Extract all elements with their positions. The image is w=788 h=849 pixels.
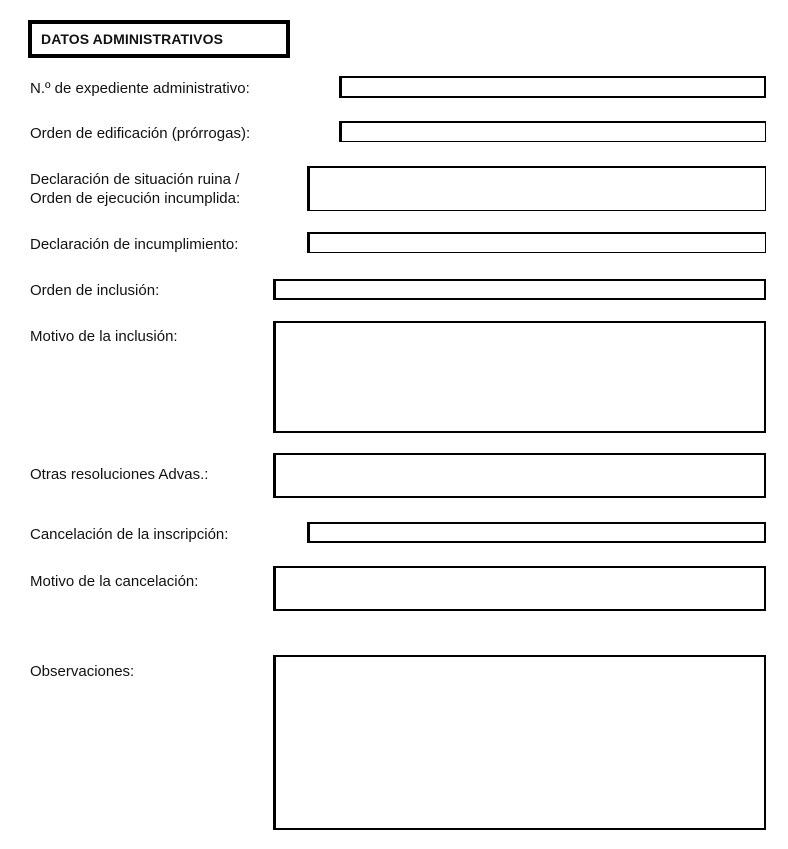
orden-inclusion-field[interactable] — [273, 279, 766, 300]
expediente-field[interactable] — [339, 76, 766, 98]
orden-edificacion-field[interactable] — [339, 121, 766, 142]
label-motivo-cancelacion: Motivo de la cancelación: — [30, 573, 199, 590]
label-motivo-inclusion: Motivo de la inclusión: — [30, 328, 178, 345]
cancelacion-inscripcion-field[interactable] — [307, 522, 766, 543]
motivo-cancelacion-field[interactable] — [273, 566, 766, 611]
label-orden-edificacion: Orden de edificación (prórrogas): — [30, 125, 251, 142]
label-expediente: N.º de expediente administrativo: — [30, 80, 250, 97]
label-otras-resoluciones: Otras resoluciones Advas.: — [30, 466, 209, 483]
declaracion-ruina-field[interactable] — [307, 166, 766, 211]
otras-resoluciones-field[interactable] — [273, 453, 766, 498]
label-declaracion-ruina: Declaración de situación ruina / Orden de ejecución incumplida: — [30, 171, 241, 207]
label-observaciones: Observaciones: — [30, 663, 135, 680]
motivo-inclusion-field[interactable] — [273, 321, 766, 433]
label-declaracion-incumplimiento: Declaración de incumplimiento: — [30, 236, 239, 253]
observaciones-field[interactable] — [273, 655, 766, 830]
section-title — [28, 20, 290, 58]
section-title-text: DATOS ADMINISTRATIVOS — [41, 31, 224, 47]
label-cancelacion-inscripcion: Cancelación de la inscripción: — [30, 526, 229, 543]
label-orden-inclusion: Orden de inclusión: — [30, 282, 160, 299]
declaracion-incumplimiento-field[interactable] — [307, 232, 766, 253]
